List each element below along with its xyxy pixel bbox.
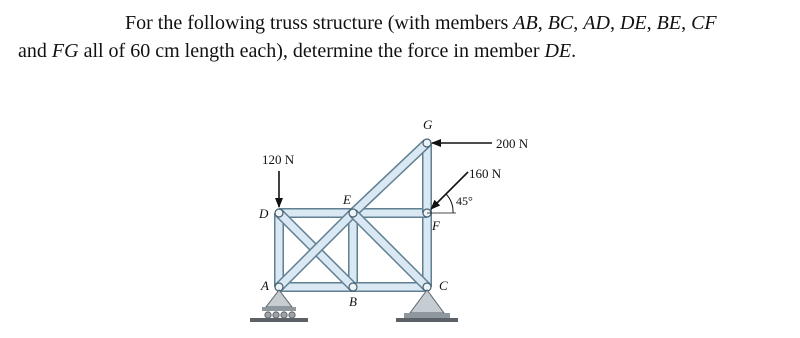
node-label-e: E xyxy=(343,192,351,207)
node-label-f: F xyxy=(432,218,440,233)
pin-d xyxy=(275,209,283,217)
node-label-c: C xyxy=(439,278,448,293)
pin-e xyxy=(349,209,357,217)
variable-text: AD xyxy=(583,12,610,34)
angle-arc xyxy=(446,194,453,213)
variable-text: DE xyxy=(619,12,647,34)
statement-text: , xyxy=(681,12,692,34)
node-label-g: G xyxy=(423,117,433,132)
variable-text: BE xyxy=(656,12,682,34)
variable-text: FG xyxy=(51,40,79,62)
variable-text: DE xyxy=(544,40,572,62)
statement-text: and xyxy=(18,40,52,62)
load-label-200n: 200 N xyxy=(496,136,529,151)
member-ec xyxy=(353,213,427,287)
load-label-160n: 160 N xyxy=(469,166,502,181)
statement-text: . xyxy=(571,40,577,62)
statement-text: all of 60 cm length each), determine the force in member xyxy=(78,40,545,62)
angle-label-45: 45° xyxy=(456,194,473,208)
node-label-b: B xyxy=(349,294,357,309)
load-label-120n: 120 N xyxy=(262,152,295,167)
statement-text: , xyxy=(537,12,548,34)
statement-text: , xyxy=(609,12,620,34)
variable-text: CF xyxy=(691,12,717,34)
node-label-a: A xyxy=(261,278,269,293)
variable-text: AB xyxy=(513,12,538,34)
statement-text: , xyxy=(646,12,657,34)
member-eg xyxy=(353,143,427,213)
statement-text: , xyxy=(573,12,584,34)
variable-text: BC xyxy=(547,12,574,34)
statement-text: For the following truss structure (with members xyxy=(125,12,514,34)
roller-support-a xyxy=(250,290,308,322)
pin-support-c xyxy=(396,290,458,322)
node-label-d: D xyxy=(259,206,269,221)
pin-b xyxy=(349,283,357,291)
pin-g xyxy=(423,139,431,147)
